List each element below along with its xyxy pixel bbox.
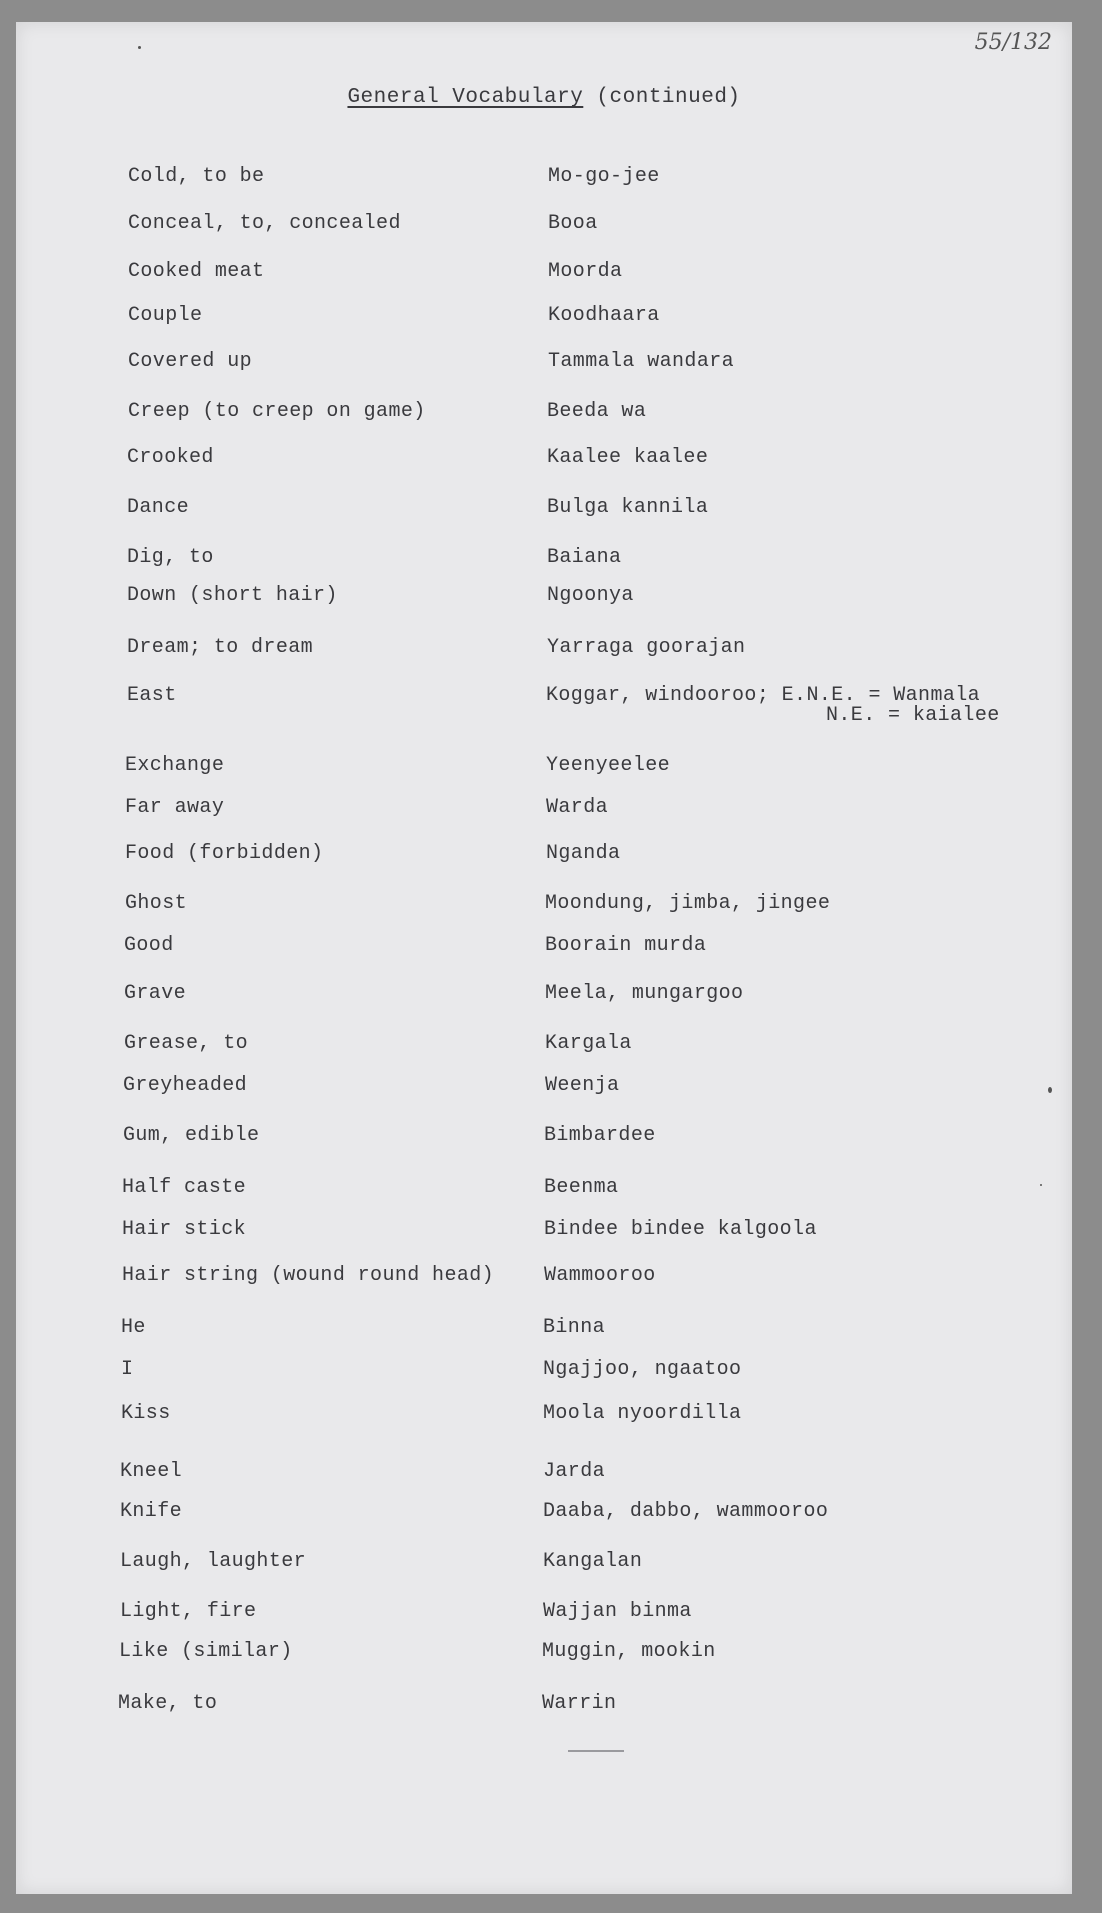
entry-term: Couple: [128, 304, 203, 327]
entry-gloss: Bindee bindee kalgoola: [544, 1218, 817, 1241]
entry-term: Light, fire: [120, 1600, 257, 1623]
entry-gloss: Wammooroo: [544, 1264, 656, 1287]
entry-gloss: Kaalee kaalee: [547, 446, 709, 469]
entry-term: Cold, to be: [128, 165, 265, 188]
entry-term: Conceal, to, concealed: [128, 212, 401, 235]
entry-gloss: Beeda wa: [547, 400, 647, 423]
entry-term: Exchange: [125, 754, 225, 777]
entry-term: East: [127, 684, 177, 707]
entry-term: Crooked: [127, 446, 214, 469]
entry-gloss: Yeenyeelee: [546, 754, 671, 777]
entry-term: Knife: [120, 1500, 183, 1523]
entry-gloss: Kargala: [545, 1032, 632, 1055]
entry-gloss: Koodhaara: [548, 304, 660, 327]
entry-gloss: Jarda: [543, 1460, 606, 1483]
entry-gloss: Tammala wandara: [548, 350, 735, 373]
entry-term: I: [121, 1358, 134, 1381]
paper-speck: [1048, 1087, 1052, 1093]
entry-term: Dig, to: [127, 546, 214, 569]
entry-term: Grease, to: [124, 1032, 249, 1055]
entry-term: Good: [124, 934, 174, 957]
entry-gloss: Booa: [548, 212, 598, 235]
entry-gloss: Ngajjoo, ngaatoo: [543, 1358, 742, 1381]
entry-gloss: Bulga kannila: [547, 496, 709, 519]
entry-gloss: Koggar, windooroo; E.N.E. = Wanmala: [546, 684, 981, 707]
entry-gloss: Moondung, jimba, jingee: [545, 892, 831, 915]
entry-gloss: Mo-go-jee: [548, 165, 660, 188]
entry-gloss: Ngoonya: [547, 584, 634, 607]
entry-gloss-continuation: N.E. = kaialee: [826, 704, 1000, 727]
entry-term: Hair string (wound round head): [122, 1264, 495, 1287]
title-suffix: (continued): [596, 86, 741, 109]
entry-term: Greyheaded: [123, 1074, 248, 1097]
entry-term: Hair stick: [122, 1218, 247, 1241]
entry-gloss: Baiana: [547, 546, 622, 569]
paper-speck: [138, 46, 141, 49]
entry-term: Dance: [127, 496, 190, 519]
entry-term: Gum, edible: [123, 1124, 260, 1147]
entry-gloss: Moola nyoordilla: [543, 1402, 742, 1425]
entry-gloss: Muggin, mookin: [542, 1640, 716, 1663]
page-number: 55/132: [974, 30, 1052, 55]
entry-gloss: Yarraga goorajan: [547, 636, 746, 659]
entry-gloss: Wajjan binma: [543, 1600, 692, 1623]
paper-mark: [568, 1750, 624, 1752]
entry-gloss: Meela, mungargoo: [545, 982, 744, 1005]
entry-term: Down (short hair): [127, 584, 338, 607]
entry-gloss: Weenja: [545, 1074, 620, 1097]
entry-gloss: Bimbardee: [544, 1124, 656, 1147]
entry-term: He: [121, 1316, 146, 1339]
entry-gloss: Boorain murda: [545, 934, 707, 957]
entry-gloss: Kangalan: [543, 1550, 643, 1573]
entry-gloss: Warda: [546, 796, 609, 819]
entry-term: Food (forbidden): [125, 842, 324, 865]
entry-gloss: Warrin: [542, 1692, 617, 1715]
entry-gloss: Nganda: [546, 842, 621, 865]
entry-gloss: Moorda: [548, 260, 623, 283]
entry-term: Far away: [125, 796, 225, 819]
title-main: General Vocabulary: [347, 86, 584, 109]
vocabulary-list: [16, 22, 1072, 1894]
entry-term: Ghost: [125, 892, 188, 915]
document-page: [16, 22, 1072, 1894]
entry-term: Creep (to creep on game): [128, 400, 426, 423]
entry-term: Laugh, laughter: [120, 1550, 307, 1573]
entry-gloss: Daaba, dabbo, wammooroo: [543, 1500, 829, 1523]
entry-term: Half caste: [122, 1176, 247, 1199]
entry-term: Like (similar): [119, 1640, 293, 1663]
entry-term: Kiss: [121, 1402, 171, 1425]
entry-term: Covered up: [128, 350, 253, 373]
entry-term: Dream; to dream: [127, 636, 314, 659]
entry-term: Make, to: [118, 1692, 218, 1715]
paper-speck: [1040, 1184, 1042, 1186]
entry-gloss: Beenma: [544, 1176, 619, 1199]
entry-term: Kneel: [120, 1460, 183, 1483]
entry-term: Cooked meat: [128, 260, 265, 283]
entry-term: Grave: [124, 982, 187, 1005]
entry-gloss: Binna: [543, 1316, 606, 1339]
